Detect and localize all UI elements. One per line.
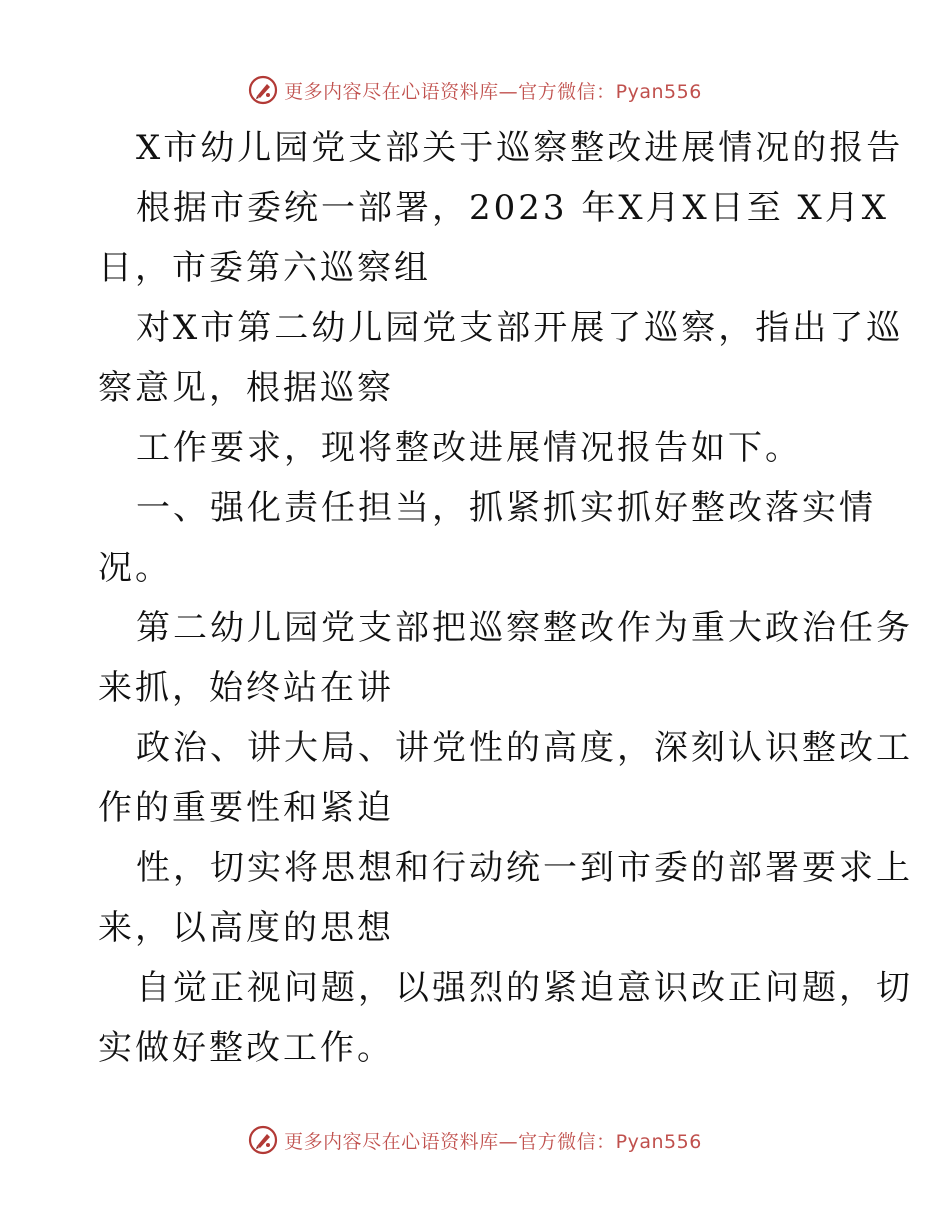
pen-seal-logo-icon	[248, 1125, 278, 1155]
paragraph-line: 察意见，根据巡察	[98, 368, 394, 408]
paragraph-line: 性，切实将思想和行动统一到市委的部署要求上	[136, 848, 913, 888]
paragraph-line: 政治、讲大局、讲党性的高度，深刻认识整改工	[136, 728, 913, 768]
paragraph-line: 一、强化责任担当，抓紧抓实抓好整改落实情	[136, 488, 876, 528]
paragraph-line: X市幼儿园党支部关于巡察整改进展情况的报告	[136, 128, 904, 168]
watermark-text: 更多内容尽在心语资料库—官方微信：Pyan556	[284, 1130, 702, 1153]
paragraph-line: 日，市委第六巡察组	[98, 248, 431, 288]
document-body	[98, 118, 913, 1078]
paragraph-line: 工作要求，现将整改进展情况报告如下。	[136, 428, 802, 468]
paragraph-line: 自觉正视问题，以强烈的紧迫意识改正问题，切	[136, 968, 913, 1008]
pen-seal-logo-icon	[248, 75, 278, 105]
paragraph-line: 实做好整改工作。	[98, 1028, 394, 1068]
watermark-text: 更多内容尽在心语资料库—官方微信：Pyan556	[284, 80, 702, 103]
paragraph-line: 来，以高度的思想	[98, 908, 394, 948]
paragraph-line: 根据市委统一部署，2023 年X月X日至 X月X	[136, 188, 889, 228]
watermark-header	[0, 70, 950, 110]
paragraph-line: 况。	[98, 548, 172, 588]
watermark-footer	[0, 1120, 950, 1160]
paragraph-line: 作的重要性和紧迫	[98, 788, 394, 828]
paragraph-line: 对X市第二幼儿园党支部开展了巡察，指出了巡	[136, 308, 904, 348]
paragraph-line: 来抓，始终站在讲	[98, 668, 394, 708]
paragraph-line: 第二幼儿园党支部把巡察整改作为重大政治任务	[136, 608, 913, 648]
